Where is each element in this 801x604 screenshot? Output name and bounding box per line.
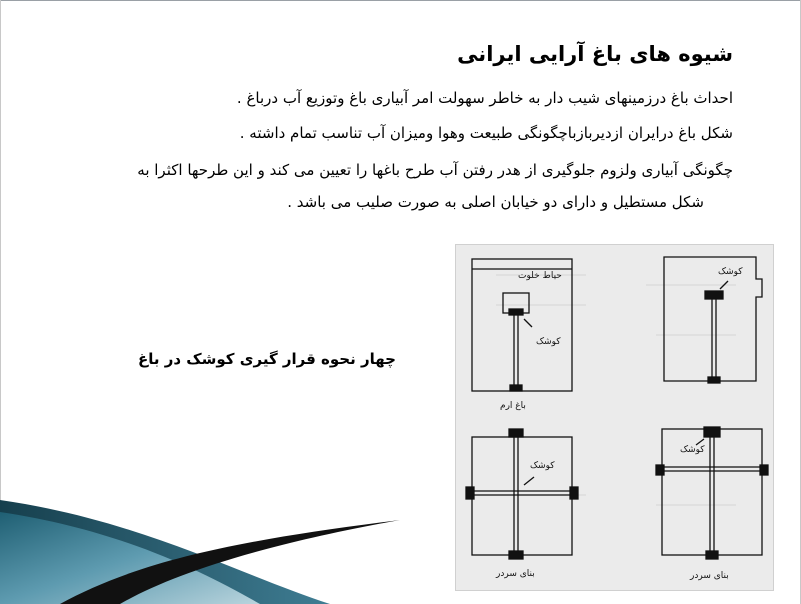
label-kooshk-1: کوشک (536, 337, 561, 347)
garden-plans-drawing (456, 245, 773, 590)
label-khalvat: حیاط خلوت (518, 271, 562, 281)
slide-title: شیوه های باغ آرایی ایرانی (457, 42, 733, 66)
label-kooshk-4: کوشک (680, 445, 705, 455)
swoosh-dark-band (0, 500, 330, 604)
swoosh-black-stroke (60, 520, 400, 604)
paragraph-2: شکل باغ درایران ازدیربازباچگونگی طبیعت وهوا ومیزان آب تناسب تمام داشته . (239, 124, 733, 142)
top-border (0, 0, 801, 1)
paragraph-3: چگونگی آبیاری ولزوم جلوگیری از هدر رفتن آب طرح باغها را تعیین می کند و این طرحها اکثرا به (137, 161, 733, 179)
label-sardar-2: بنای سردر (690, 571, 729, 581)
label-kooshk-3: کوشک (530, 461, 555, 471)
figure-caption: چهار نحوه قرار گیری کوشک در باغ (138, 350, 396, 368)
swoosh-light-band (0, 512, 260, 604)
paragraph-3-continued: شکل مستطیل و دارای دو خیابان اصلی به صورت صلیب می باشد . (287, 193, 704, 211)
paragraph-1: احداث باغ درزمینهای شیب دار به خاطر سهولت امر آبیاری باغ وتوزیع آب درباغ . (236, 89, 733, 107)
label-kooshk-2: کوشک (718, 267, 743, 277)
label-bagh-eram: باغ ارم (500, 401, 526, 411)
garden-layout-figure (455, 244, 774, 591)
label-sardar-1: بنای سردر (496, 569, 535, 579)
left-border (0, 0, 1, 604)
